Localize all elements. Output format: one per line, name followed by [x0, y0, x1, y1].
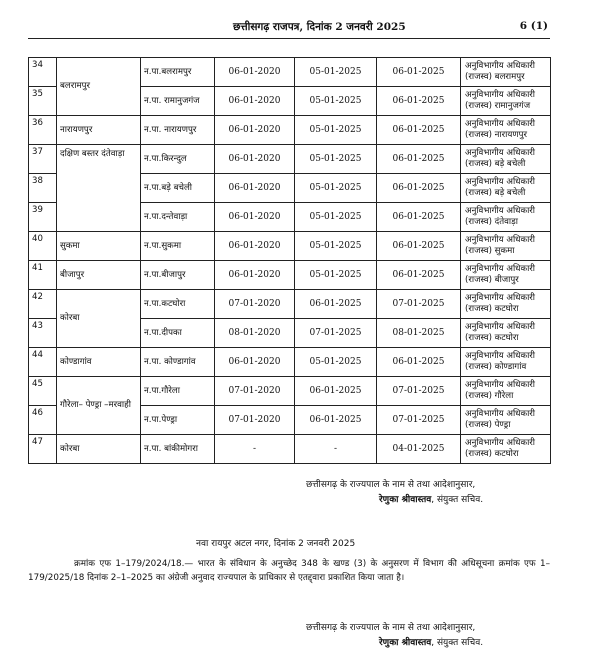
date-cell: 05-01-2025: [295, 232, 377, 261]
gazette-header: [28, 20, 548, 38]
date-cell: 05-01-2025: [295, 348, 377, 377]
date-cell: 05-01-2025: [295, 116, 377, 145]
district-cell: दक्षिण बस्तर दंतेवाड़ा: [57, 145, 141, 232]
date-cell: 06-01-2025: [377, 203, 461, 232]
date-cell: 05-01-2025: [295, 145, 377, 174]
row-number: 38: [29, 174, 57, 203]
table-row: [29, 348, 551, 377]
date-cell: -: [295, 435, 377, 464]
body-cell: न.पा.कटघोरा: [141, 290, 215, 319]
row-number: 40: [29, 232, 57, 261]
body-cell: न.पा.बीजापुर: [141, 261, 215, 290]
authority-cell: अनुविभागीय अधिकारी (राजस्व) रामानुजगंज: [461, 87, 551, 116]
district-cell: गौरेला– पेण्ड्रा –मरवाही: [57, 377, 141, 435]
row-number: 39: [29, 203, 57, 232]
authority-cell: अनुविभागीय अधिकारी (राजस्व) कोण्डागांव: [461, 348, 551, 377]
date-cell: 07-01-2020: [215, 377, 295, 406]
authority-cell: अनुविभागीय अधिकारी (राजस्व) सुकमा: [461, 232, 551, 261]
district-cell: कोरबा: [57, 290, 141, 348]
body-cell: न.पा.सुकमा: [141, 232, 215, 261]
date-cell: 08-01-2020: [215, 319, 295, 348]
signatory-name: रेणुका श्रीवास्तव: [379, 495, 432, 505]
district-cell: नारायणपुर: [57, 116, 141, 145]
row-number: 42: [29, 290, 57, 319]
row-number: 45: [29, 377, 57, 406]
date-cell: 06-01-2020: [215, 58, 295, 87]
table-row: [29, 58, 551, 87]
date-cell: 06-01-2020: [215, 174, 295, 203]
gazette-title: छत्तीसगढ़ राजपत्र, दिनांक 2 जनवरी 2025: [233, 21, 406, 33]
authority-cell: अनुविभागीय अधिकारी (राजस्व) दंतेवाड़ा: [461, 203, 551, 232]
date-cell: 06-01-2020: [215, 116, 295, 145]
row-number: 36: [29, 116, 57, 145]
date-cell: 06-01-2025: [377, 116, 461, 145]
body-cell: न.पा.दीपका: [141, 319, 215, 348]
table-row: [29, 232, 551, 261]
date-cell: 08-01-2025: [377, 319, 461, 348]
date-cell: 06-01-2020: [215, 87, 295, 116]
signature-order-line: छत्तीसगढ़ के राज्यपाल के नाम से तथा आदेशानुसार,: [306, 623, 476, 633]
authority-cell: अनुविभागीय अधिकारी (राजस्व) बड़े बचेली: [461, 145, 551, 174]
date-cell: 05-01-2025: [295, 203, 377, 232]
date-cell: 06-01-2020: [215, 203, 295, 232]
table-row: [29, 145, 551, 174]
authority-cell: अनुविभागीय अधिकारी (राजस्व) नारायणपुर: [461, 116, 551, 145]
date-cell: 06-01-2025: [377, 232, 461, 261]
date-cell: 07-01-2025: [377, 406, 461, 435]
date-cell: 07-01-2020: [215, 406, 295, 435]
body-cell: न.पा. नारायणपुर: [141, 116, 215, 145]
municipal-table: [28, 57, 551, 464]
page-number: 6 (1): [519, 20, 548, 32]
authority-cell: अनुविभागीय अधिकारी (राजस्व) कटघोरा: [461, 319, 551, 348]
signatory-designation: , संयुक्त सचिव.: [431, 495, 484, 505]
header-rule: [28, 38, 550, 39]
date-cell: 07-01-2025: [377, 290, 461, 319]
body-cell: न.पा.बलरामपुर: [141, 58, 215, 87]
place-date: नवा रायपुर अटल नगर, दिनांक 2 जनवरी 2025: [196, 539, 356, 549]
date-cell: 06-01-2025: [295, 377, 377, 406]
row-number: 43: [29, 319, 57, 348]
body-cell: न.पा. बांकीमोगरा: [141, 435, 215, 464]
signatory-designation: , संयुक्त सचिव.: [431, 638, 484, 648]
body-cell: न.पा.दन्तेवाड़ा: [141, 203, 215, 232]
authority-cell: अनुविभागीय अधिकारी (राजस्व) बड़े बचेली: [461, 174, 551, 203]
row-number: 37: [29, 145, 57, 174]
date-cell: 06-01-2020: [215, 348, 295, 377]
date-cell: 05-01-2025: [295, 261, 377, 290]
body-cell: न.पा.बड़े बचेली: [141, 174, 215, 203]
body-cell: न.पा.पेण्ड्रा: [141, 406, 215, 435]
authority-cell: अनुविभागीय अधिकारी (राजस्व) बलरामपुर: [461, 58, 551, 87]
district-cell: सुकमा: [57, 232, 141, 261]
date-cell: 04-01-2025: [377, 435, 461, 464]
notice-paragraph: क्रमांक एफ 1–179/2024/18.— भारत के संविधान के अनुच्छेद 348 के खण्ड (3) के अनुसरण में विभाग की अधिसूचना क्रमांक एफ 1–179/2025/18 दिनांक 2–1–2025 का अंग्रेजी अनुवाद राज्यपाल के प्राधिकार से एतद्द्वारा प्रकाशित किया जाता है।: [28, 559, 550, 583]
district-cell: कोण्डागांव: [57, 348, 141, 377]
row-number: 35: [29, 87, 57, 116]
row-number: 46: [29, 406, 57, 435]
date-cell: 05-01-2025: [295, 87, 377, 116]
date-cell: 05-01-2025: [295, 174, 377, 203]
date-cell: -: [215, 435, 295, 464]
date-cell: 05-01-2025: [295, 58, 377, 87]
row-number: 34: [29, 58, 57, 87]
date-cell: 07-01-2020: [215, 290, 295, 319]
table-row: [29, 435, 551, 464]
table-row: [29, 116, 551, 145]
signature-order-line: छत्तीसगढ़ के राज्यपाल के नाम से तथा आदेशानुसार,: [306, 480, 476, 490]
date-cell: 06-01-2025: [377, 87, 461, 116]
district-cell: बीजापुर: [57, 261, 141, 290]
date-cell: 06-01-2020: [215, 261, 295, 290]
row-number: 41: [29, 261, 57, 290]
table-row: [29, 261, 551, 290]
authority-cell: अनुविभागीय अधिकारी (राजस्व) कटघोरा: [461, 290, 551, 319]
table-row: [29, 290, 551, 319]
date-cell: 06-01-2025: [377, 348, 461, 377]
signature-block: [379, 635, 483, 648]
row-number: 44: [29, 348, 57, 377]
date-cell: 06-01-2020: [215, 145, 295, 174]
date-cell: 07-01-2025: [377, 377, 461, 406]
authority-cell: अनुविभागीय अधिकारी (राजस्व) पेण्ड्रा: [461, 406, 551, 435]
authority-cell: अनुविभागीय अधिकारी (राजस्व) गौरेला: [461, 377, 551, 406]
signature-block: [379, 492, 483, 505]
date-cell: 06-01-2025: [295, 290, 377, 319]
date-cell: 06-01-2025: [377, 58, 461, 87]
district-cell: कोरबा: [57, 435, 141, 464]
date-cell: 06-01-2025: [377, 174, 461, 203]
district-cell: बलरामपुर: [57, 58, 141, 116]
authority-cell: अनुविभागीय अधिकारी (राजस्व) कटघोरा: [461, 435, 551, 464]
date-cell: 06-01-2025: [377, 145, 461, 174]
date-cell: 06-01-2025: [377, 261, 461, 290]
body-cell: न.पा. कोण्डागांव: [141, 348, 215, 377]
date-cell: 06-01-2025: [295, 406, 377, 435]
date-cell: 07-01-2025: [295, 319, 377, 348]
authority-cell: अनुविभागीय अधिकारी (राजस्व) बीजापुर: [461, 261, 551, 290]
body-cell: न.पा. रामानुजगंज: [141, 87, 215, 116]
table-row: [29, 377, 551, 406]
date-cell: 06-01-2020: [215, 232, 295, 261]
body-cell: न.पा.गौरेला: [141, 377, 215, 406]
body-cell: न.पा.किरन्दुल: [141, 145, 215, 174]
signatory-name: रेणुका श्रीवास्तव: [379, 638, 432, 648]
row-number: 47: [29, 435, 57, 464]
